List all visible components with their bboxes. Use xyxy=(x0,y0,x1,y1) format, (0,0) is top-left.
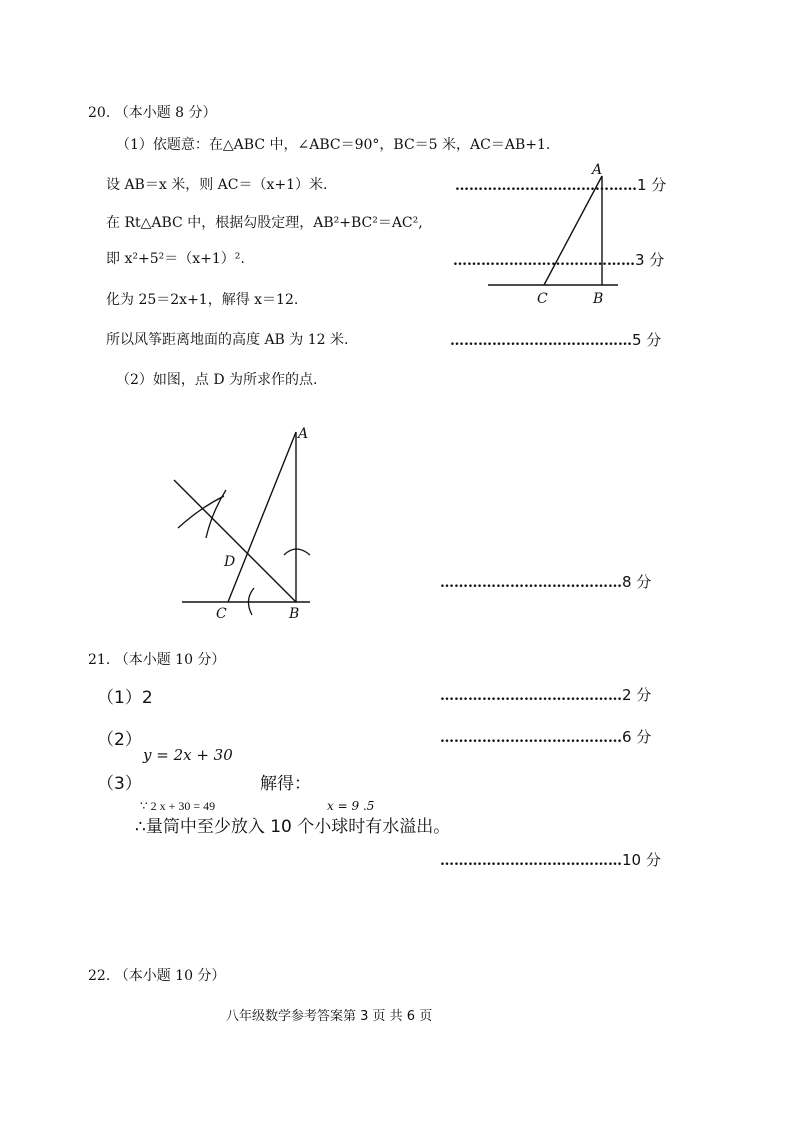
q20-score8-row xyxy=(440,571,651,592)
score-8: 8 分 xyxy=(622,573,652,591)
fig1-label-a: A xyxy=(592,162,603,178)
construction-figure-2 xyxy=(170,420,330,630)
q21-part2: （2） xyxy=(97,730,142,750)
score-5: 5 分 xyxy=(632,331,662,349)
dot-leader: ………………………………… xyxy=(440,730,622,746)
triangle-figure-1 xyxy=(480,158,630,308)
page-footer: 八年级数学参考答案第 3 页 共 6 页 xyxy=(226,1009,433,1024)
q21-part3-conclusion: ∴量筒中至少放入 10 个小球时有水溢出。 xyxy=(135,817,451,837)
q21-score10-row xyxy=(440,849,661,870)
q21-part2-formula: y = 2x + 30 xyxy=(143,746,233,764)
q21-part3-equation: ∵ 2 x + 30 = 49 xyxy=(140,799,216,813)
dot-leader: ………………………………… xyxy=(453,253,635,269)
score-1: 1 分 xyxy=(637,176,667,194)
score-3: 3 分 xyxy=(635,251,665,269)
fig1-label-b: B xyxy=(593,291,604,307)
q21-part3-solved: 解得： xyxy=(260,774,311,794)
q20-line-solve: 化为 25＝2x+1，解得 x＝12. xyxy=(106,292,299,308)
score-2: 2 分 xyxy=(622,686,652,704)
q21-score2-row xyxy=(440,684,651,705)
fig2-label-c: C xyxy=(216,606,227,622)
q20-score5-row xyxy=(450,329,661,350)
dot-leader: ………………………………… xyxy=(440,688,622,704)
dot-leader: ………………………………… xyxy=(440,575,622,591)
q20-header: 20. （本小题 8 分） xyxy=(88,105,217,121)
score-6: 6 分 xyxy=(622,728,652,746)
fig2-label-d: D xyxy=(224,554,236,570)
q21-part3: （3） xyxy=(97,774,142,794)
q20-line-pythagoras: 在 Rt△ABC 中，根据勾股定理，AB²+BC²＝AC², xyxy=(106,215,423,231)
q20-line-set: 设 AB＝x 米，则 AC＝（x+1）米. xyxy=(106,177,328,193)
dot-leader: ………………………………… xyxy=(450,333,632,349)
q22-header: 22. （本小题 10 分） xyxy=(88,968,226,984)
q20-line-conclusion: 所以风筝距离地面的高度 AB 为 12 米. xyxy=(106,332,349,348)
q20-part2: （2）如图，点 D 为所求作的点. xyxy=(116,372,318,388)
score-10: 10 分 xyxy=(622,851,661,869)
q21-part3-x-value: x = 9 .5 xyxy=(327,799,375,813)
fig1-label-c: C xyxy=(537,291,548,307)
q21-score6-row xyxy=(440,726,651,747)
dot-leader: ………………………………… xyxy=(455,178,637,194)
q21-part1: （1）2 xyxy=(97,688,153,708)
q21-header: 21. （本小题 10 分） xyxy=(88,652,226,668)
fig2-label-a: A xyxy=(298,426,309,442)
q20-part1-intro: （1）依题意：在△ABC 中，∠ABC＝90°，BC＝5 米，AC＝AB+1. xyxy=(116,137,551,153)
dot-leader: ………………………………… xyxy=(440,853,622,869)
fig2-label-b: B xyxy=(289,606,300,622)
q20-line-equation: 即 x²+5²＝（x+1）². xyxy=(106,251,245,267)
